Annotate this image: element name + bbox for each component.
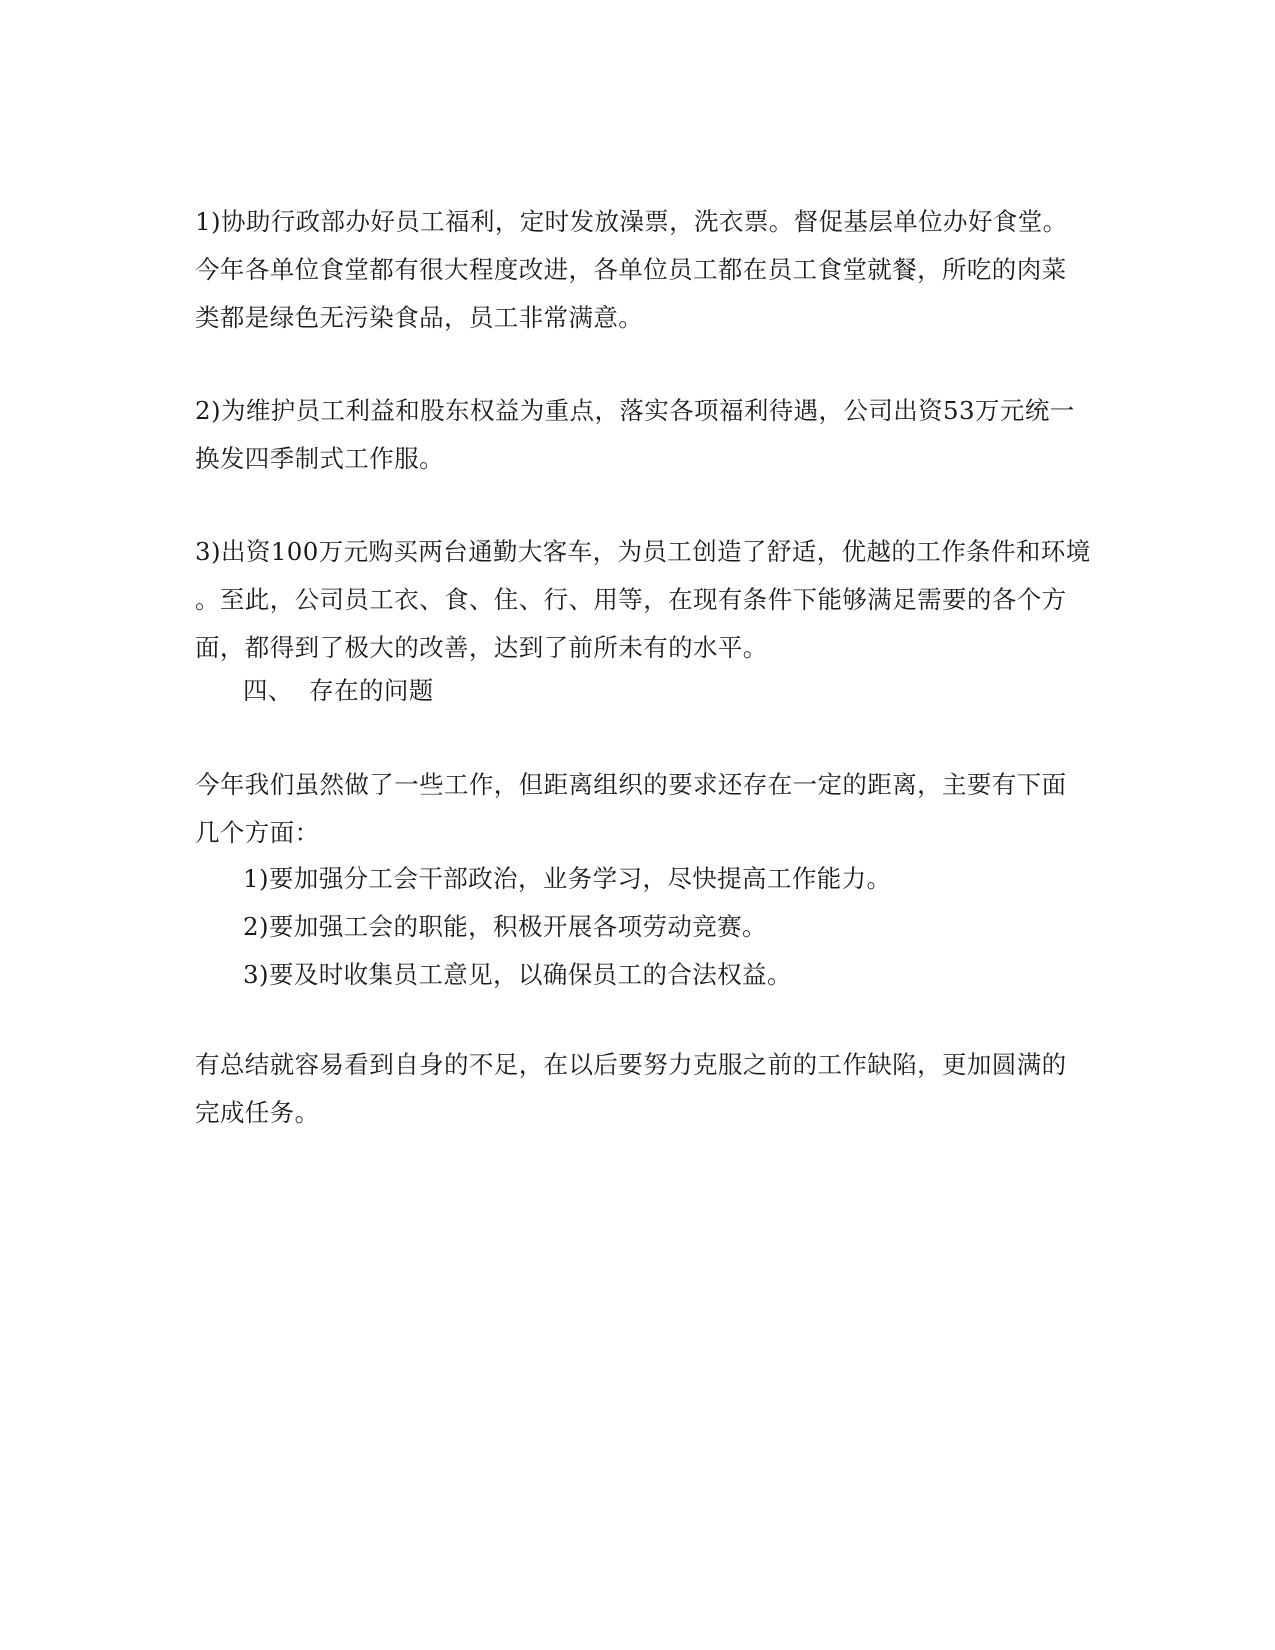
paragraph-problems-intro xyxy=(195,761,1075,857)
paragraph-welfare-2 xyxy=(195,387,1075,483)
paragraph-conclusion xyxy=(195,1041,1075,1137)
paragraph-welfare-3 xyxy=(195,528,1091,672)
text-line: 今年我们虽然做了一些工作，但距离组织的要求还存在一定的距离，主要有下面 xyxy=(195,770,1067,799)
list-item: 2)要加强工会的职能，积极开展各项劳动竞赛。 xyxy=(243,912,767,941)
list-item: 3)要及时收集员工意见，以确保员工的合法权益。 xyxy=(243,960,792,989)
problems-list xyxy=(243,855,1123,999)
section-heading xyxy=(243,667,1123,715)
text-line: 换发四季制式工作服。 xyxy=(195,444,444,473)
text-line: 1)协助行政部办好员工福利，定时发放澡票，洗衣票。督促基层单位办好食堂。 xyxy=(195,207,1068,236)
text-line: 。至此，公司员工衣、食、住、行、用等，在现有条件下能够满足需要的各个方 xyxy=(195,585,1067,614)
text-line: 面，都得到了极大的改善，达到了前所未有的水平。 xyxy=(195,633,768,662)
section-heading-text: 四、 存在的问题 xyxy=(243,676,434,705)
text-line: 类都是绿色无污染食品，员工非常满意。 xyxy=(195,303,644,332)
paragraph-welfare-1 xyxy=(195,198,1075,342)
text-line: 完成任务。 xyxy=(195,1098,320,1127)
text-line: 今年各单位食堂都有很大程度改进，各单位员工都在员工食堂就餐，所吃的肉菜 xyxy=(195,255,1067,284)
text-line: 3)出资100万元购买两台通勤大客车，为员工创造了舒适，优越的工作条件和环境 xyxy=(195,537,1091,566)
text-line: 2)为维护员工利益和股东权益为重点，落实各项福利待遇，公司出资53万元统一 xyxy=(195,396,1075,425)
list-item: 1)要加强分工会干部政治，业务学习，尽快提高工作能力。 xyxy=(243,864,892,893)
text-line: 几个方面： xyxy=(195,818,320,847)
text-line: 有总结就容易看到自身的不足，在以后要努力克服之前的工作缺陷，更加圆满的 xyxy=(195,1050,1067,1079)
